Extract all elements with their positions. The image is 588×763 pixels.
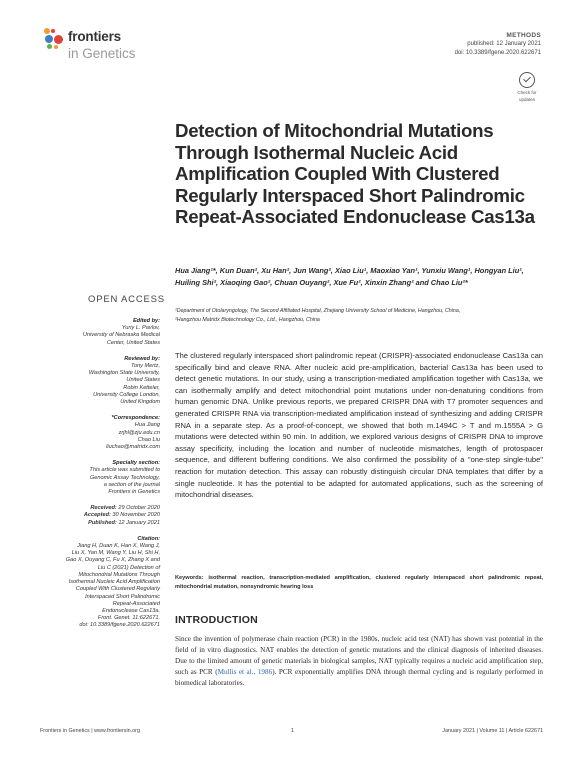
intro-text-part2: ). PCR exponentially amplifies DNA through thermal cycling and is regularly performed in biomedical laboratories. <box>175 667 543 687</box>
accepted-date <box>40 512 160 519</box>
author-list: Hua Jiang¹*, Kun Duan², Xu Han², Jun Wang², Xiao Liu¹, Maoxiao Yan¹, Yunxiu Wang¹, Hongyan Liu¹, Huiling Shi², Xiaoqing Gao², Chuan Ouyang², Xue Fu², Xinxin Zhang² and Chao Liu²* <box>175 266 524 287</box>
sidebar-line: Tony Mertz, <box>130 363 160 370</box>
sidebar-line: Liu C (2021) Detection of <box>97 564 160 571</box>
received-label: Received: <box>90 505 117 512</box>
sidebar-line: Yuriy L. Pavlov, <box>121 325 160 332</box>
footer-journal-link[interactable]: Frontiers in Genetics | www.frontiersin.org <box>40 728 140 734</box>
sidebar-line: Chao Liu <box>137 436 160 443</box>
sidebar-line: Washington State University, <box>88 370 160 377</box>
reference-link[interactable]: Mullis et al., 1986 <box>217 667 273 676</box>
sidebar-line: United Kingdom <box>120 399 160 406</box>
edited-by-heading: Edited by: <box>132 318 160 324</box>
sidebar-line: Frontiers in Genetics <box>108 489 160 496</box>
sidebar-line: Hua Jiang <box>134 422 160 429</box>
dates-section <box>40 505 160 527</box>
published-value: 12 January 2021 <box>118 519 160 526</box>
sidebar-line: Isothermal Nucleic Acid Amplification <box>68 579 160 586</box>
sidebar-line: University of Nebraska Medical <box>82 332 160 339</box>
footer-issue-info: January 2021 | Volume 11 | Article 622671 <box>442 728 543 734</box>
sidebar-line: Gao X, Ouyang C, Fu X, Zhang X and <box>65 557 160 564</box>
journal-logo[interactable] <box>44 26 194 66</box>
check-for-updates-badge[interactable] <box>511 72 543 102</box>
sidebar-line: Center, United States <box>106 339 160 346</box>
logo-text-journal: in Genetics <box>68 46 136 61</box>
citation-heading: Citation: <box>137 535 160 542</box>
affiliations <box>175 307 545 325</box>
article-title: Detection of Mitochondrial Mutations Through Isothermal Nucleic Acid Amplification Coupled With Clustered Regularly Interspaced Short Palindromic Repeat-Associated Endonuclease Cas13a <box>175 120 535 227</box>
published-date: published: 12 January 2021 <box>467 41 541 47</box>
sidebar-line: Robin Ketteler, <box>123 384 160 391</box>
introduction-paragraph <box>175 634 543 689</box>
citation-doi-link[interactable]: doi: 10.3389/fgene.2020.622671 <box>79 622 160 629</box>
published-date-sidebar <box>40 520 160 527</box>
correspondence-heading: *Correspondence: <box>111 415 160 422</box>
page-number: 1 <box>291 728 294 734</box>
sidebar-line: Jiang H, Duan K, Han X, Wang J, <box>77 543 160 550</box>
affiliation-2: ²Hangzhou Matridx Biotechnology Co., Ltd., Hangzhou, China <box>175 317 320 323</box>
affiliation-1: ¹Department of Otolaryngology, The Second Affiliated Hospital, Zhejiang University School of Medicine, Hangzhou, China, <box>175 308 461 314</box>
sidebar-line: Coupled With Clustered Regularly <box>75 586 160 593</box>
sidebar-line: Interspaced Short Palindromic <box>85 593 160 600</box>
specialty-heading: Specialty section: <box>112 460 160 467</box>
published-label: Published: <box>88 519 117 526</box>
accepted-label: Accepted: <box>83 512 111 519</box>
keywords: Keywords: isothermal reaction, transcription-mediated amplification, clustered regularly interspaced short palindromic repeat, mitochondrial mutation, nonsyndromic hearing loss <box>175 575 543 590</box>
sidebar-line: Repeat-Associated <box>112 600 160 607</box>
email-link[interactable]: liuchao@matridx.com <box>106 444 160 451</box>
sidebar-line: United States <box>126 377 160 384</box>
article-type: METHODS <box>506 32 541 39</box>
article-sidebar <box>40 318 160 639</box>
accepted-value: 30 November 2020 <box>112 512 160 519</box>
intro-text-part1: Since the invention of polymerase chain reaction (PCR) in the 1980s, nucleic acid test (NAT) has shown vast potential in the field of in vitro diagnostics. NAT enables the detection of genetic mutations and the clinical diagnosis of inherited diseases. Due to the limited amount of genetic materials in biological samples, NAT typically requires a nucleic acid amplification step, such as PCR ( <box>175 635 543 676</box>
received-date <box>40 505 160 512</box>
abstract: The clustered regularly interspaced short palindromic repeat (CRISPR)-associated endonuclease Cas13a can specifically bind and cleave RNA. After nucleic acid pre-amplification, bacterial Cas13a has been used to detect genetic mutations. In our study, using a transcription-mediated amplification together with Cas13a, we can isothermally amplify and detect mitochondrial point mutations under non-denaturing conditions from human genomic DNA. Unlike previous reports, we prepared CRISPR DNA with T7 promoter sequences and generated CRISPR RNA via transcription-mediated amplification instead of synthesizing and adding CRISPR RNA in a separate step. As a proof-of-concept, we showed that both m.1494C > T and m.1555A > G mutations were detected within 90 min. In addition, we explored various designs of CRISPR DNA to improve assay specificity, including the location and number of nucleotide mismatches, length of protospacer sequence, and different buffering conditions. We also confirmed the possibility of a "one-step single-tube" reaction for mutation detection. This assay can robustly distinguish circular DNA templates that differ by a single nucleotide. It has the potential to be adapted for automated applications, such as the screening of mitochondrial diseases. <box>175 351 543 500</box>
sidebar-line: University College London, <box>93 391 160 398</box>
check-updates-icon <box>519 72 535 88</box>
correspondence-section <box>40 415 160 451</box>
article-doi[interactable]: doi: 10.3389/fgene.2020.622671 <box>454 50 541 56</box>
check-updates-line1: Check for <box>517 90 537 95</box>
sidebar-line: This article was submitted to <box>89 467 160 474</box>
logo-text-frontiers: frontiers <box>68 29 121 44</box>
edited-by-section <box>40 318 160 347</box>
sidebar-line: Liu X, Yan M, Wang Y, Liu H, Shi H, <box>71 550 160 557</box>
sidebar-line: Endonuclease Cas13a. <box>102 607 160 614</box>
sidebar-line: a section of the journal <box>103 481 160 488</box>
citation-section <box>40 536 160 630</box>
received-value: 29 October 2020 <box>118 505 160 512</box>
open-access-label: OPEN ACCESS <box>88 294 165 305</box>
section-heading-introduction: INTRODUCTION <box>175 614 258 626</box>
reviewed-by-section <box>40 356 160 406</box>
check-updates-line2: updates <box>518 97 535 102</box>
sidebar-line: Genomic Assay Technology, <box>89 474 160 481</box>
email-link[interactable]: zrjhl@zju.edu.cn <box>118 429 160 436</box>
frontiers-logo-icon <box>44 28 66 50</box>
specialty-section <box>40 460 160 496</box>
article-meta <box>455 31 541 58</box>
sidebar-line: Front. Genet. 11:622671. <box>97 615 160 622</box>
reviewed-by-heading: Reviewed by: <box>124 355 160 362</box>
sidebar-line: Mitochondrial Mutations Through <box>78 571 160 578</box>
